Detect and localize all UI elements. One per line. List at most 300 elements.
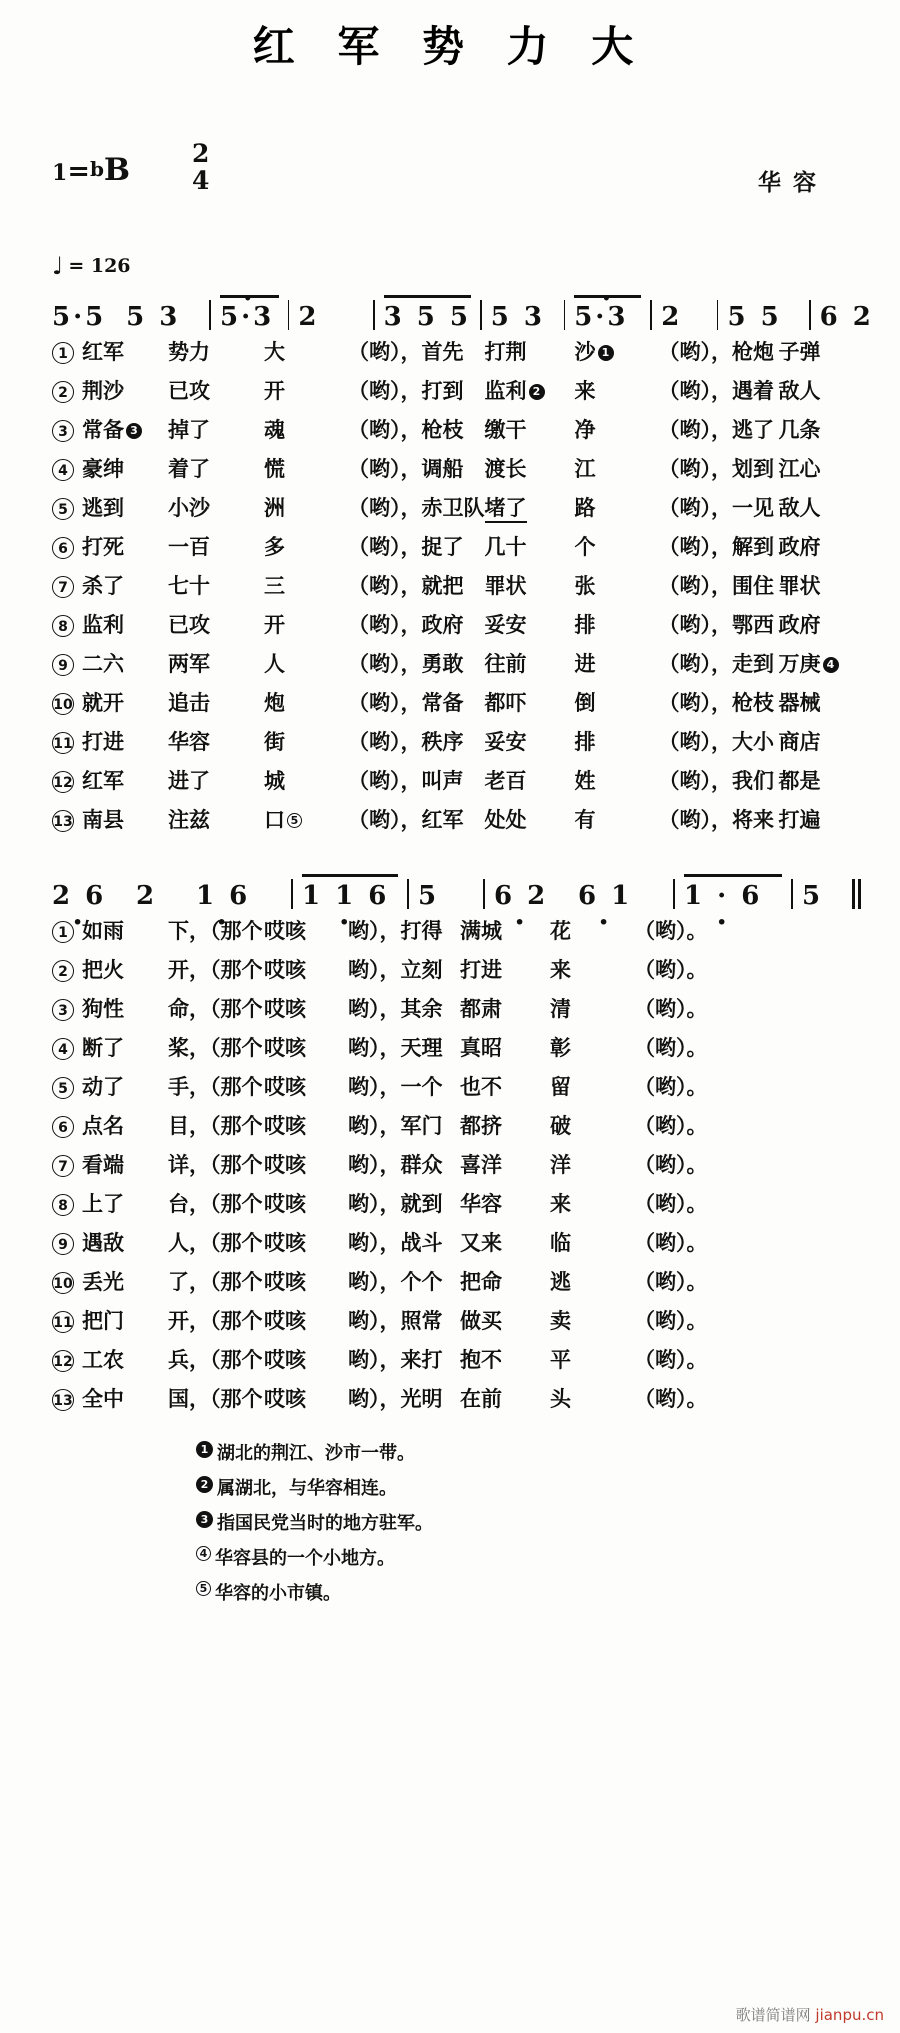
note-13: 1 6 · bbox=[196, 881, 250, 911]
lyric-cell: 哎咳 bbox=[264, 1269, 306, 1294]
lyric-cell: （哟）。 bbox=[634, 1191, 708, 1216]
lyric-cell: 手，（那个 bbox=[168, 1074, 263, 1099]
page-title: 红 军 势 力 大 bbox=[252, 22, 648, 71]
lyric-cell: 罪状 bbox=[484, 573, 527, 598]
lyric-cell: 开 bbox=[264, 378, 285, 403]
verse-number: 7 bbox=[52, 576, 74, 598]
lyric-cell: 七十 bbox=[168, 573, 210, 598]
quarter-note-icon: ♩ bbox=[52, 251, 64, 280]
verse-number: 3 bbox=[52, 999, 74, 1021]
lyric-cell: 桨，（那个 bbox=[168, 1035, 263, 1060]
lyric-cell: （哟），逃了 bbox=[658, 417, 774, 442]
barline bbox=[209, 300, 211, 330]
lyric-cell: 老百 bbox=[484, 768, 527, 793]
lyric-text: 万庚 bbox=[778, 651, 821, 676]
footnote-3 bbox=[196, 1506, 900, 1541]
lyric-cell: 势力 bbox=[168, 339, 210, 364]
lyric-cell: 哎咳 bbox=[264, 1152, 306, 1177]
lyric-cell bbox=[82, 410, 168, 449]
table-row bbox=[52, 989, 754, 1028]
note-4: 2 bbox=[298, 302, 320, 332]
table-row bbox=[52, 488, 863, 527]
lyric-cell: 上了 bbox=[82, 1191, 124, 1216]
lyric-cell: 来 bbox=[550, 957, 571, 982]
lyric-cell: 魂 bbox=[264, 417, 285, 442]
lyric-cell: 人，（那个 bbox=[168, 1230, 263, 1255]
lyric-cell: （哟），一见 bbox=[658, 495, 774, 520]
lyric-cell: 哟），照常 bbox=[348, 1308, 443, 1333]
verse-number: 7 bbox=[52, 1155, 74, 1177]
verse-number: 9 bbox=[52, 654, 74, 676]
lyric-cell: 多 bbox=[264, 534, 285, 559]
lyric-cell: 打进 bbox=[460, 957, 502, 982]
lyric-cell: 进 bbox=[574, 651, 596, 676]
lyric-cell: 哟），个个 bbox=[348, 1269, 443, 1294]
lyric-text: （哟），赤卫队 bbox=[348, 495, 485, 520]
final-barline bbox=[852, 879, 861, 909]
lyric-cell: 哟），就到 bbox=[348, 1191, 443, 1216]
lyric-cell: 小沙 bbox=[168, 495, 210, 520]
lyric-cell: 街 bbox=[264, 729, 285, 754]
table-row bbox=[52, 1379, 754, 1418]
lyric-cell: 二六 bbox=[82, 651, 124, 676]
lyric-cell: （哟），红军 bbox=[348, 807, 464, 832]
lyric-cell: 开，（那个 bbox=[168, 957, 263, 982]
footnote-4 bbox=[196, 1541, 900, 1576]
lyric-cell: （哟），遇着 bbox=[658, 378, 774, 403]
verse-number: 1 bbox=[52, 921, 74, 943]
lyric-cell: 哟），群众 bbox=[348, 1152, 443, 1177]
lyric-cell: 一百 bbox=[168, 534, 210, 559]
notation-row-2 bbox=[0, 867, 900, 911]
lyric-cell: （哟）。 bbox=[634, 957, 708, 982]
lyric-cell: 已攻 bbox=[168, 378, 210, 403]
note-16: 6 2 · bbox=[494, 881, 548, 911]
table-row bbox=[52, 1067, 754, 1106]
verse-number: 5 bbox=[52, 1077, 74, 1099]
lyric-cell: 打死 bbox=[82, 534, 124, 559]
table-row bbox=[52, 644, 863, 683]
lyric-cell: （哟），叫声 bbox=[348, 768, 464, 793]
lyric-cell: （哟），勇敢 bbox=[348, 651, 464, 676]
note-8: 2 bbox=[661, 302, 683, 332]
note-5: 3 5 5 bbox=[383, 302, 471, 332]
lyric-cell: 如雨 bbox=[82, 918, 124, 943]
footnote-marker-1: 1 bbox=[196, 1441, 213, 1458]
lyric-cell: 有 bbox=[574, 807, 596, 832]
note-9: 5 5 bbox=[727, 302, 782, 332]
lyric-cell: 倒 bbox=[574, 690, 596, 715]
lyric-cell: 抱不 bbox=[460, 1347, 502, 1372]
lyric-cell: 姓 bbox=[574, 768, 596, 793]
lyric-cell: 又来 bbox=[460, 1230, 502, 1255]
table-row bbox=[52, 1106, 754, 1145]
note-17: 6 1 · bbox=[578, 881, 632, 911]
footnotes bbox=[196, 1436, 900, 1611]
lyric-cell: 注兹 bbox=[168, 807, 210, 832]
lyric-cell: （哟），枪炮 bbox=[658, 339, 774, 364]
lyric-cell: 哎咳 bbox=[264, 996, 306, 1021]
note-14: 1 1 6 · bbox=[302, 881, 389, 911]
table-row bbox=[52, 1262, 754, 1301]
verse-number: 9 bbox=[52, 1233, 74, 1255]
footnote-marker-5: 5 bbox=[196, 1581, 211, 1596]
lyric-cell: 都肃 bbox=[460, 996, 502, 1021]
lyric-cell: （哟），解到 bbox=[658, 534, 774, 559]
barline bbox=[650, 300, 652, 330]
lyric-cell: 喜洋 bbox=[460, 1152, 502, 1177]
verse-number: 12 bbox=[52, 771, 74, 793]
lyric-cell bbox=[485, 488, 575, 527]
table-row bbox=[52, 683, 863, 722]
barline bbox=[717, 300, 719, 330]
lyric-cell: 哎咳 bbox=[264, 1308, 306, 1333]
lyric-cell: （哟），鄂西 bbox=[658, 612, 774, 637]
lyric-cell: 敌人 bbox=[778, 378, 821, 403]
table-row bbox=[52, 1223, 754, 1262]
lyric-cell: 子弹 bbox=[778, 339, 821, 364]
lyric-cell: 洋 bbox=[550, 1152, 571, 1177]
lyric-text: 监利 bbox=[484, 378, 527, 403]
lyric-cell: 哟），天理 bbox=[348, 1035, 443, 1060]
lyric-cell: 也不 bbox=[460, 1074, 502, 1099]
footnote-5 bbox=[196, 1576, 900, 1611]
lyric-cell: 详，（那个 bbox=[168, 1152, 263, 1177]
lyric-cell: （哟），围住 bbox=[658, 573, 774, 598]
lyric-cell: 做买 bbox=[460, 1308, 502, 1333]
verse-number: 11 bbox=[52, 732, 74, 754]
lyric-cell: 路 bbox=[574, 495, 596, 520]
verse-number: 13 bbox=[52, 1389, 74, 1411]
note-3: 5·3 bbox=[220, 302, 275, 332]
verse-number: 6 bbox=[52, 1116, 74, 1138]
lyric-cell: 炮 bbox=[264, 690, 285, 715]
barline bbox=[673, 879, 675, 909]
key-equals: = bbox=[67, 156, 90, 187]
lyric-cell: 全中 bbox=[82, 1386, 124, 1411]
lyric-cell: 哎咳 bbox=[264, 1347, 306, 1372]
note-2: 5 3 bbox=[126, 302, 181, 332]
verse-number: 1 bbox=[52, 342, 74, 364]
lyric-cell: 净 bbox=[574, 417, 596, 442]
lyric-cell: 几十 bbox=[484, 534, 527, 559]
lyric-cell: 两军 bbox=[168, 651, 210, 676]
table-row bbox=[52, 371, 863, 410]
barline bbox=[288, 300, 290, 330]
lyric-cell: 哎咳 bbox=[264, 1074, 306, 1099]
lyric-cell: 张 bbox=[574, 573, 596, 598]
note-15: 5 bbox=[418, 881, 440, 911]
footnote-ref-2: 2 bbox=[529, 384, 545, 400]
barline bbox=[480, 300, 482, 330]
lyric-cell: 都挤 bbox=[460, 1113, 502, 1138]
lyric-cell: 处处 bbox=[484, 807, 527, 832]
verse-number: 6 bbox=[52, 537, 74, 559]
lyric-cell: 哟），来打 bbox=[348, 1347, 443, 1372]
lyric-cell: 往前 bbox=[484, 651, 527, 676]
note-12: 2 bbox=[136, 881, 158, 911]
lyric-cell: 哎咳 bbox=[264, 1035, 306, 1060]
lyric-cell: 杀了 bbox=[82, 573, 124, 598]
footnote-ref-5: 5 bbox=[287, 813, 302, 828]
lyric-cell: 临 bbox=[550, 1230, 571, 1255]
lyric-cell: （哟）。 bbox=[634, 1386, 708, 1411]
lyric-cell bbox=[575, 332, 659, 371]
lyric-cell: 华容 bbox=[460, 1191, 502, 1216]
verse-number: 5 bbox=[52, 498, 74, 520]
lyric-cell: 已攻 bbox=[168, 612, 210, 637]
footnote-marker-3: 3 bbox=[196, 1511, 213, 1528]
watermark-url: jianpu.cn bbox=[815, 2006, 884, 2024]
table-row bbox=[52, 950, 754, 989]
meter-top: 2 bbox=[192, 139, 210, 168]
verse-number: 11 bbox=[52, 1311, 74, 1333]
time-signature bbox=[192, 140, 209, 194]
lyric-cell: 个 bbox=[574, 534, 596, 559]
verse-number: 12 bbox=[52, 1350, 74, 1372]
lyric-cell: 监利 bbox=[82, 612, 124, 637]
verse-number: 8 bbox=[52, 615, 74, 637]
footnote-text: 属湖北，与华容相连。 bbox=[217, 1478, 397, 1500]
barline bbox=[483, 879, 485, 909]
lyric-cell: 花 bbox=[550, 918, 571, 943]
lyric-cell: 哎咳 bbox=[264, 1386, 306, 1411]
lyric-cell: （哟）。 bbox=[634, 1269, 708, 1294]
watermark bbox=[736, 2004, 884, 2025]
lyric-cell: 彰 bbox=[550, 1035, 571, 1060]
barline bbox=[564, 300, 566, 330]
lyric-cell: 着了 bbox=[168, 456, 210, 481]
table-row bbox=[52, 1340, 754, 1379]
note-6: 5 3 bbox=[490, 302, 545, 332]
lyric-cell: （哟）。 bbox=[634, 1152, 708, 1177]
footnote-ref-1: 1 bbox=[598, 345, 614, 361]
verse-number: 4 bbox=[52, 1038, 74, 1060]
lyric-cell bbox=[348, 488, 485, 527]
lyrics-table-1 bbox=[52, 332, 863, 839]
table-row bbox=[52, 1028, 754, 1067]
lyric-cell: （哟），秩序 bbox=[348, 729, 464, 754]
lyric-cell: 目，（那个 bbox=[168, 1113, 263, 1138]
lyric-cell: 哟），打得 bbox=[348, 918, 443, 943]
barline bbox=[791, 879, 793, 909]
lyric-cell: （哟）。 bbox=[634, 1347, 708, 1372]
lyric-cell: 哎咳 bbox=[264, 918, 306, 943]
lyric-cell: 狗性 bbox=[82, 996, 124, 1021]
footnote-marker-2: 2 bbox=[196, 1476, 213, 1493]
lyric-text-underlined: 堵了 bbox=[485, 495, 527, 523]
lyric-cell: 妥安 bbox=[484, 612, 527, 637]
table-row bbox=[52, 722, 863, 761]
table-row bbox=[52, 1145, 754, 1184]
verse-number: 2 bbox=[52, 960, 74, 982]
section-2 bbox=[0, 867, 900, 1418]
lyric-cell: 大 bbox=[264, 339, 285, 364]
lyric-cell: 来 bbox=[550, 1191, 571, 1216]
footnote-text: 指国民党当时的地方驻军。 bbox=[217, 1513, 433, 1535]
lyric-cell: 城 bbox=[264, 768, 285, 793]
lyric-cell: 点名 bbox=[82, 1113, 124, 1138]
verse-number: 2 bbox=[52, 381, 74, 403]
lyric-cell: 逃 bbox=[550, 1269, 571, 1294]
lyric-cell: 排 bbox=[574, 612, 596, 637]
verse-number: 10 bbox=[52, 1272, 74, 1294]
lyric-cell: （哟），我们 bbox=[658, 768, 774, 793]
table-row bbox=[52, 605, 863, 644]
tempo-marking bbox=[52, 251, 900, 280]
table-row bbox=[52, 911, 754, 950]
lyric-cell: 丢光 bbox=[82, 1269, 124, 1294]
lyric-cell: 追击 bbox=[168, 690, 210, 715]
watermark-site: 歌谱简谱网 bbox=[735, 2006, 811, 2024]
table-row bbox=[52, 761, 863, 800]
lyric-cell: 器械 bbox=[778, 690, 821, 715]
note-7: 5·3 bbox=[574, 302, 629, 332]
footnote-text: 华容县的一个小地方。 bbox=[215, 1548, 395, 1570]
lyric-cell: 人 bbox=[264, 651, 285, 676]
lyric-cell: （哟）。 bbox=[634, 1230, 708, 1255]
lyric-cell bbox=[485, 371, 575, 410]
lyric-cell: 罪状 bbox=[778, 573, 821, 598]
table-row bbox=[52, 800, 863, 839]
lyric-cell: 破 bbox=[550, 1113, 571, 1138]
lyric-cell: 命，（那个 bbox=[168, 996, 263, 1021]
lyric-cell: 满城 bbox=[460, 918, 502, 943]
lyric-cell: （哟）。 bbox=[634, 1074, 708, 1099]
lyric-cell: 几条 bbox=[778, 417, 821, 442]
barline bbox=[291, 879, 293, 909]
lyric-cell: 就开 bbox=[82, 690, 124, 715]
barline bbox=[373, 300, 375, 330]
lyric-cell: 华容 bbox=[168, 729, 210, 754]
lyric-cell: （哟），就把 bbox=[348, 573, 464, 598]
lyric-cell: （哟），政府 bbox=[348, 612, 464, 637]
lyric-cell: 卖 bbox=[550, 1308, 571, 1333]
lyric-cell: 哟），光明 bbox=[348, 1386, 443, 1411]
footnote-ref-4: 4 bbox=[823, 657, 839, 673]
lyric-cell: 把命 bbox=[460, 1269, 502, 1294]
table-row bbox=[52, 449, 863, 488]
key-signature bbox=[52, 152, 130, 188]
note-11: 2 6 · bbox=[52, 881, 106, 911]
lyric-cell: 留 bbox=[550, 1074, 571, 1099]
lyric-cell: （哟），划到 bbox=[658, 456, 774, 481]
lyric-text: 沙 bbox=[574, 339, 596, 364]
flat-sign: b bbox=[89, 157, 104, 181]
lyric-cell: （哟），走到 bbox=[658, 651, 774, 676]
lyric-cell: 渡长 bbox=[484, 456, 527, 481]
verse-number: 3 bbox=[52, 420, 74, 442]
note-1: 5·5 bbox=[52, 302, 107, 332]
verse-number: 10 bbox=[52, 693, 74, 715]
lyric-cell: （哟）。 bbox=[634, 1113, 708, 1138]
lyrics-table-2 bbox=[52, 911, 754, 1418]
lyric-cell: （哟）。 bbox=[634, 1308, 708, 1333]
lyric-cell: 看端 bbox=[82, 1152, 124, 1177]
lyric-cell: 打荆 bbox=[484, 339, 527, 364]
meter-bottom: 4 bbox=[192, 166, 210, 195]
lyric-cell: 政府 bbox=[778, 534, 821, 559]
lyric-cell: 国，（那个 bbox=[168, 1386, 263, 1411]
lyric-cell: （哟）。 bbox=[634, 996, 708, 1021]
verse-number: 4 bbox=[52, 459, 74, 481]
footnote-ref-3: 3 bbox=[126, 423, 142, 439]
lyric-cell: 清 bbox=[550, 996, 571, 1021]
lyric-cell: 都吓 bbox=[484, 690, 527, 715]
lyric-cell: 红军 bbox=[82, 339, 124, 364]
barline bbox=[407, 879, 409, 909]
footnote-1 bbox=[196, 1436, 900, 1471]
lyric-cell: 红军 bbox=[82, 768, 124, 793]
lyric-cell: 哎咳 bbox=[264, 1230, 306, 1255]
lyric-cell: 豪绅 bbox=[82, 456, 124, 481]
lyric-cell: 断了 bbox=[82, 1035, 124, 1060]
lyric-cell: 江心 bbox=[778, 456, 821, 481]
lyric-cell: 哟），军门 bbox=[348, 1113, 443, 1138]
table-row bbox=[52, 1301, 754, 1340]
lyric-cell: 平 bbox=[550, 1347, 571, 1372]
table-row bbox=[52, 332, 863, 371]
lyric-cell: 掉了 bbox=[168, 417, 210, 442]
note-18: 1 · 6 · bbox=[684, 881, 762, 911]
note-10: 6 2 bbox=[819, 302, 874, 332]
lyric-cell: 把门 bbox=[82, 1308, 124, 1333]
lyric-cell: 在前 bbox=[460, 1386, 502, 1411]
lyric-cell: 工农 bbox=[82, 1347, 124, 1372]
tempo-value: = 126 bbox=[68, 255, 131, 277]
barline bbox=[809, 300, 811, 330]
section-1 bbox=[0, 288, 900, 839]
key-prefix: 1 bbox=[52, 160, 68, 186]
lyric-cell: （哟）。 bbox=[634, 1035, 708, 1060]
lyric-cell: 哟），其余 bbox=[348, 996, 443, 1021]
lyric-cell: 哟），一个 bbox=[348, 1074, 443, 1099]
lyric-cell: 缴干 bbox=[484, 417, 527, 442]
lyric-cell: 动了 bbox=[82, 1074, 124, 1099]
lyric-cell: 开，（那个 bbox=[168, 1308, 263, 1333]
lyric-cell: 哟），战斗 bbox=[348, 1230, 443, 1255]
lyric-cell: 打进 bbox=[82, 729, 124, 754]
verse-number: 13 bbox=[52, 810, 74, 832]
lyric-cell: （哟），首先 bbox=[348, 339, 464, 364]
lyric-cell: 政府 bbox=[778, 612, 821, 637]
lyric-cell: 商店 bbox=[778, 729, 821, 754]
lyric-cell: 台，（那个 bbox=[168, 1191, 263, 1216]
lyric-cell: 把火 bbox=[82, 957, 124, 982]
lyric-cell: 了，（那个 bbox=[168, 1269, 263, 1294]
lyric-cell: （哟），枪枝 bbox=[348, 417, 464, 442]
table-row bbox=[52, 410, 863, 449]
lyric-cell: 妥安 bbox=[484, 729, 527, 754]
footnote-text: 湖北的荆江、沙市一带。 bbox=[217, 1443, 415, 1464]
lyric-cell: 来 bbox=[574, 378, 596, 403]
lyric-cell: 真昭 bbox=[460, 1035, 502, 1060]
notation-row-1 bbox=[0, 288, 900, 332]
lyric-cell: 慌 bbox=[264, 456, 285, 481]
author-name: 华 容 bbox=[757, 169, 818, 196]
lyric-cell: （哟），捉了 bbox=[348, 534, 464, 559]
footnote-2 bbox=[196, 1471, 900, 1506]
lyric-cell: 哎咳 bbox=[264, 1191, 306, 1216]
note-19: 5 bbox=[802, 881, 824, 911]
lyric-cell: （哟），调船 bbox=[348, 456, 464, 481]
lyric-cell: 南县 bbox=[82, 807, 124, 832]
lyric-cell: （哟），打到 bbox=[348, 378, 464, 403]
footnote-marker-4: 4 bbox=[196, 1546, 211, 1561]
lyric-cell: （哟）。 bbox=[634, 918, 708, 943]
lyric-cell: 江 bbox=[574, 456, 596, 481]
verse-number: 8 bbox=[52, 1194, 74, 1216]
